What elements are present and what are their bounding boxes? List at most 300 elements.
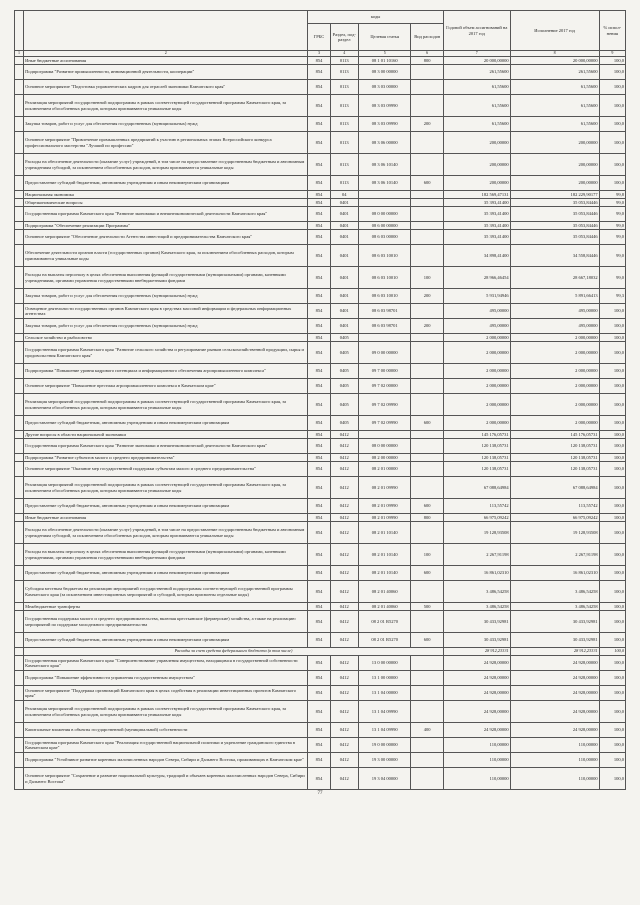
cell-grbs: 854: [308, 416, 330, 431]
cell-name: Подпрограмма "Обеспечение реализации Программы": [24, 222, 308, 230]
cell-grbs: 854: [308, 439, 330, 454]
column-number-cell: 3: [308, 51, 330, 57]
cell-rz: 0113: [330, 117, 358, 132]
cell-cs: 08 3 03 00000: [358, 80, 411, 95]
cell-name: Основное мероприятие "Сохранение и развитие национальной культуры, традиций и обычаев коренных малочисленных народов Севера, Сибири и Дальнего Востока": [24, 768, 308, 790]
cell-plan: 5 931,94946: [443, 289, 510, 304]
cell-pct: 100,0: [599, 334, 625, 342]
cell-cs: 08 3 00 00000: [358, 65, 411, 80]
cell-grbs: 854: [308, 477, 330, 499]
cell-pct: 100,0: [599, 439, 625, 454]
cell-plan: 24 928,00000: [443, 686, 510, 701]
cell-vr: [411, 439, 443, 454]
cell-exec: 110,00000: [510, 768, 599, 790]
cell-pct: 100,0: [599, 394, 625, 416]
cell-exec: 19 128,93508: [510, 522, 599, 544]
cell-num: [15, 603, 24, 611]
cell-exec: 61,55600: [510, 117, 599, 132]
cell-num: [15, 95, 24, 117]
cell-cs: 08 2 01 09990: [358, 477, 411, 499]
cell-cs: 08 3 06 10140: [358, 154, 411, 176]
cell-name: Закупка товаров, работ и услуг для обеспечения государственных (муниципальных) нужд: [24, 117, 308, 132]
cell-vr: [411, 304, 443, 319]
header-plan: Годовой объем ассигнований на 2017 год: [443, 11, 510, 51]
cell-exec: 120 138,05731: [510, 439, 599, 454]
cell-cs: 08 3 03 09990: [358, 117, 411, 132]
cell-pct: 100,0: [599, 753, 625, 768]
cell-exec: 28 912,23331: [510, 648, 599, 656]
cell-name: Реализация мероприятий государственной подпрограммы в рамках соответствующей государственной программы Камчатского края, за исключением обособленных расходов, которым присваиваются уникальные коды: [24, 95, 308, 117]
cell-num: [15, 245, 24, 267]
cell-name: Основное мероприятие "Оказание мер государственной поддержки субъектам малого и среднего предпринимательства": [24, 462, 308, 477]
table-row: [15, 522, 626, 544]
cell-rz: 04: [330, 191, 358, 199]
cell-rz: 0401: [330, 267, 358, 289]
table-row: [15, 207, 626, 222]
cell-num: [15, 289, 24, 304]
cell-num: [15, 544, 24, 566]
table-row: [15, 701, 626, 723]
cell-cs: 08 2 01 09990: [358, 514, 411, 522]
cell-vr: [411, 222, 443, 230]
cell-exec: 24 928,00000: [510, 671, 599, 686]
cell-rz: 0401: [330, 245, 358, 267]
cell-exec: 261,55600: [510, 65, 599, 80]
cell-num: [15, 477, 24, 499]
cell-plan: 2 000,00000: [443, 416, 510, 431]
cell-grbs: 854: [308, 207, 330, 222]
cell-grbs: 854: [308, 80, 330, 95]
column-number-cell: 5: [358, 51, 411, 57]
cell-grbs: 854: [308, 245, 330, 267]
cell-exec: 2 267,91198: [510, 544, 599, 566]
cell-pct: 100,0: [599, 701, 625, 723]
cell-cs: 09 7 02 09990: [358, 394, 411, 416]
cell-name: Основное мероприятие "Повышение престижа агропромышленного комплекса в Камчатском крае": [24, 379, 308, 394]
cell-grbs: 854: [308, 768, 330, 790]
cell-rz: 0412: [330, 686, 358, 701]
cell-name: Предоставление субсидий бюджетным, автономным учреждениям и иным некоммерческим организациям: [24, 176, 308, 191]
cell-name: Основное мероприятие "Поддержка организаций Камчатского края в целях содействия в реализации инвестиционных проектов Камчатского края": [24, 686, 308, 701]
cell-exec: 30 433,92981: [510, 611, 599, 633]
cell-rz: 0412: [330, 477, 358, 499]
cell-grbs: 854: [308, 611, 330, 633]
table-row: [15, 581, 626, 603]
cell-num: [15, 499, 24, 514]
cell-num: [15, 222, 24, 230]
cell-num: [15, 738, 24, 753]
header-razdel: Раздел, под-раздел: [330, 24, 358, 51]
cell-num: [15, 342, 24, 364]
cell-vr: [411, 686, 443, 701]
cell-grbs: 854: [308, 364, 330, 379]
cell-vr: [411, 199, 443, 207]
cell-pct: 100,0: [599, 65, 625, 80]
cell-grbs: 854: [308, 132, 330, 154]
cell-plan: 20 000,00000: [443, 57, 510, 65]
cell-cs: 19 3 00 00000: [358, 753, 411, 768]
column-number-cell: 8: [510, 51, 599, 57]
cell-num: [15, 267, 24, 289]
cell-num: [15, 723, 24, 738]
cell-name: Основное мероприятие "Обеспечение деятельности Агентства инвестиций и предпринимательства Камчатского края": [24, 230, 308, 245]
cell-cs: 13 0 00 00000: [358, 656, 411, 671]
cell-pct: 100,0: [599, 319, 625, 334]
cell-rz: 0113: [330, 65, 358, 80]
cell-plan: 200,00000: [443, 132, 510, 154]
table-row: [15, 95, 626, 117]
table-row: [15, 304, 626, 319]
cell-plan: 110,00000: [443, 768, 510, 790]
cell-name: Реализация мероприятий государственной подпрограммы в рамках соответствующей государственной программы Камчатского края, за исключением обособленных расходов, которым присваиваются уникальные коды: [24, 394, 308, 416]
cell-plan: 28 912,23331: [443, 648, 510, 656]
cell-grbs: 854: [308, 289, 330, 304]
cell-grbs: 854: [308, 603, 330, 611]
table-row: [15, 514, 626, 522]
table-row: [15, 544, 626, 566]
cell-name: Расходы на выплаты персоналу в целях обеспечения выполнения функций государственными (муниципальными) органами, казенными учреждениями, органами управления государственными внебюджетными фондами: [24, 267, 308, 289]
cell-name: Иные бюджетные ассигнования: [24, 514, 308, 522]
table-row: [15, 154, 626, 176]
cell-exec: 24 928,00000: [510, 723, 599, 738]
cell-name: Освещение деятельности государственных органов Камчатского края в средствах массовой информации и федеральных информационных агентствах: [24, 304, 308, 319]
cell-pct: 99,8: [599, 191, 625, 199]
table-row: [15, 80, 626, 95]
cell-rz: 0412: [330, 753, 358, 768]
cell-exec: 110,00000: [510, 738, 599, 753]
table-row: [15, 738, 626, 753]
cell-exec: 35 053,84446: [510, 199, 599, 207]
cell-plan: 2 000,00000: [443, 394, 510, 416]
cell-plan: 145 176,05731: [443, 431, 510, 439]
cell-cs: 09 0 00 00000: [358, 342, 411, 364]
cell-vr: 500: [411, 603, 443, 611]
cell-cs: 08 2 01 40060: [358, 603, 411, 611]
cell-num: [15, 462, 24, 477]
cell-vr: 800: [411, 57, 443, 65]
cell-exec: 35 053,84446: [510, 222, 599, 230]
column-number-cell: 2: [24, 51, 308, 57]
cell-grbs: 854: [308, 581, 330, 603]
table-row: [15, 439, 626, 454]
cell-exec: 113,55742: [510, 499, 599, 514]
cell-plan: 24 928,00000: [443, 656, 510, 671]
cell-name: Национальная экономика: [24, 191, 308, 199]
cell-pct: 100,0: [599, 132, 625, 154]
cell-cs: 09 7 00 00000: [358, 364, 411, 379]
cell-cs: 08 2 01 09990: [358, 499, 411, 514]
cell-rz: 0401: [330, 222, 358, 230]
cell-rz: 0405: [330, 334, 358, 342]
table-row: [15, 603, 626, 611]
cell-name: Предоставление субсидий бюджетным, автономным учреждениям и иным некоммерческим организациям: [24, 499, 308, 514]
cell-num: [15, 566, 24, 581]
table-row: [15, 686, 626, 701]
cell-rz: 0412: [330, 454, 358, 462]
cell-cs: [358, 191, 411, 199]
budget-table: [14, 10, 626, 790]
cell-cs: 08 1 01 10160: [358, 57, 411, 65]
cell-exec: 200,00000: [510, 154, 599, 176]
column-number-cell: 6: [411, 51, 443, 57]
table-row: [15, 57, 626, 65]
cell-exec: 24 928,00000: [510, 701, 599, 723]
table-row: [15, 117, 626, 132]
cell-vr: [411, 738, 443, 753]
cell-num: [15, 154, 24, 176]
cell-exec: 66 975,09242: [510, 514, 599, 522]
cell-plan: 34 898,41400: [443, 245, 510, 267]
cell-cs: 19 3 04 00000: [358, 768, 411, 790]
table-row: [15, 454, 626, 462]
table-body: [15, 57, 626, 790]
cell-cs: 13 1 04 00000: [358, 686, 411, 701]
cell-name: Реализация мероприятий государственной подпрограммы в рамках соответствующей государственной программы Камчатского края, за исключением обособленных расходов, которым присваиваются уникальные коды: [24, 477, 308, 499]
cell-grbs: 854: [308, 117, 330, 132]
table-row: [15, 416, 626, 431]
federal-note-cell: Расходы за счет средств федерального бюджета (в том числе): [24, 648, 444, 656]
cell-exec: 110,00000: [510, 753, 599, 768]
cell-vr: [411, 207, 443, 222]
cell-vr: 600: [411, 176, 443, 191]
cell-name: Расходы на обеспечение деятельности (оказание услуг) учреждений, в том числе на предоставление государственным бюджетным и автономным учреждениям субсидий, за исключением обособленных расходов, которым присваиваются уникальные коды: [24, 522, 308, 544]
cell-plan: 110,00000: [443, 738, 510, 753]
cell-cs: 08 2 01 R5270: [358, 611, 411, 633]
cell-plan: 30 433,92981: [443, 633, 510, 648]
cell-vr: 200: [411, 289, 443, 304]
cell-name: Государственная программа Камчатского края "Реализация государственной национальной политики и укрепление гражданского единства в Камчатском крае": [24, 738, 308, 753]
cell-vr: [411, 132, 443, 154]
cell-cs: 08 2 01 R5270: [358, 633, 411, 648]
cell-plan: 261,55600: [443, 65, 510, 80]
table-row: [15, 342, 626, 364]
cell-exec: 30 433,92981: [510, 633, 599, 648]
cell-vr: [411, 768, 443, 790]
cell-pct: 99,3: [599, 289, 625, 304]
cell-grbs: 854: [308, 222, 330, 230]
cell-cs: 08 6 03 00000: [358, 230, 411, 245]
cell-num: [15, 454, 24, 462]
cell-plan: 28 966,46454: [443, 267, 510, 289]
header-codes: коды: [308, 11, 444, 24]
cell-rz: 0401: [330, 304, 358, 319]
table-row: [15, 289, 626, 304]
cell-pct: 100,0: [599, 633, 625, 648]
cell-rz: 0412: [330, 633, 358, 648]
cell-plan: 110,00000: [443, 753, 510, 768]
cell-plan: 35 393,41400: [443, 199, 510, 207]
cell-num: [15, 656, 24, 671]
cell-vr: 600: [411, 566, 443, 581]
cell-num: [15, 319, 24, 334]
cell-exec: 24 928,00000: [510, 686, 599, 701]
cell-exec: 35 053,84446: [510, 207, 599, 222]
cell-name: Подпрограмма "Повышение эффективности управления государственным имуществом": [24, 671, 308, 686]
header-pct: % испол-нения: [599, 11, 625, 51]
cell-pct: 100,0: [599, 477, 625, 499]
cell-vr: 800: [411, 514, 443, 522]
cell-rz: 0405: [330, 379, 358, 394]
cell-name: Государственная программа Камчатского края "Развитие экономики и внешнеэкономической деятельности Камчатского края": [24, 207, 308, 222]
cell-exec: 35 053,84446: [510, 230, 599, 245]
table-row: [15, 364, 626, 379]
cell-num: [15, 132, 24, 154]
cell-num: [15, 768, 24, 790]
header-exec: Исполнение 2017 год: [510, 11, 599, 51]
cell-rz: 0412: [330, 671, 358, 686]
table-row: [15, 132, 626, 154]
cell-cs: 08 6 03 98701: [358, 319, 411, 334]
cell-rz: 0401: [330, 319, 358, 334]
cell-plan: 3 486,54258: [443, 581, 510, 603]
cell-vr: [411, 701, 443, 723]
cell-exec: 120 138,05731: [510, 454, 599, 462]
cell-cs: 08 6 03 10010: [358, 289, 411, 304]
cell-grbs: 854: [308, 394, 330, 416]
cell-grbs: 854: [308, 431, 330, 439]
cell-name: Подпрограмма "Устойчивое развитие коренных малочисленных народов Севера, Сибири и Дальнего Востока, проживающих в Камчатском крае": [24, 753, 308, 768]
cell-name: Предоставление субсидий бюджетным, автономным учреждениям и иным некоммерческим организациям: [24, 566, 308, 581]
cell-num: [15, 207, 24, 222]
table-row: [15, 633, 626, 648]
cell-cs: 08 2 01 10140: [358, 566, 411, 581]
cell-exec: 28 667,18032: [510, 267, 599, 289]
cell-plan: 35 393,41400: [443, 230, 510, 245]
cell-pct: 100,0: [599, 416, 625, 431]
cell-grbs: 854: [308, 462, 330, 477]
cell-name: Общеэкономические вопросы: [24, 199, 308, 207]
cell-vr: 400: [411, 723, 443, 738]
cell-grbs: 854: [308, 566, 330, 581]
cell-exec: 2 000,00000: [510, 364, 599, 379]
header-vid: Вид расходов: [411, 24, 443, 51]
cell-cs: 13 1 04 09990: [358, 701, 411, 723]
cell-plan: 2 267,91198: [443, 544, 510, 566]
cell-vr: 100: [411, 544, 443, 566]
cell-exec: 2 000,00000: [510, 342, 599, 364]
cell-pct: 100,0: [599, 522, 625, 544]
cell-vr: [411, 522, 443, 544]
cell-cs: 08 3 06 00000: [358, 132, 411, 154]
cell-grbs: 854: [308, 191, 330, 199]
table-row: [15, 319, 626, 334]
cell-exec: 120 138,05731: [510, 462, 599, 477]
cell-name: Предоставление субсидий бюджетным, автономным учреждениям и иным некоммерческим организациям: [24, 633, 308, 648]
cell-exec: 200,00000: [510, 176, 599, 191]
cell-grbs: 854: [308, 656, 330, 671]
cell-cs: 13 1 00 00000: [358, 671, 411, 686]
table-row: [15, 379, 626, 394]
cell-pct: 100,0: [599, 723, 625, 738]
cell-pct: 100,0: [599, 768, 625, 790]
cell-rz: 0412: [330, 611, 358, 633]
cell-vr: [411, 581, 443, 603]
cell-vr: [411, 364, 443, 379]
cell-plan: 67 088,64984: [443, 477, 510, 499]
cell-plan: 19 128,93508: [443, 522, 510, 544]
cell-cs: 13 1 04 09990: [358, 723, 411, 738]
column-number-cell: 4: [330, 51, 358, 57]
cell-grbs: 854: [308, 544, 330, 566]
cell-plan: 120 138,05731: [443, 439, 510, 454]
column-number-cell: 9: [599, 51, 625, 57]
cell-grbs: 854: [308, 65, 330, 80]
cell-exec: 5 891,66413: [510, 289, 599, 304]
cell-cs: [358, 199, 411, 207]
cell-exec: 145 176,05731: [510, 431, 599, 439]
cell-rz: 0405: [330, 342, 358, 364]
cell-rz: 0401: [330, 230, 358, 245]
cell-rz: 0412: [330, 462, 358, 477]
cell-cs: 09 7 02 09990: [358, 416, 411, 431]
cell-grbs: 854: [308, 723, 330, 738]
cell-exec: 24 928,00000: [510, 656, 599, 671]
cell-name: Закупка товаров, работ и услуг для обеспечения государственных (муниципальных) нужд: [24, 289, 308, 304]
cell-plan: 66 975,09242: [443, 514, 510, 522]
cell-exec: 61,55600: [510, 80, 599, 95]
cell-exec: 16 861,02310: [510, 566, 599, 581]
cell-plan: 2 000,00000: [443, 334, 510, 342]
cell-pct: 100,0: [599, 379, 625, 394]
cell-grbs: 854: [308, 454, 330, 462]
cell-name: Закупка товаров, работ и услуг для обеспечения государственных (муниципальных) нужд: [24, 319, 308, 334]
table-row: [15, 462, 626, 477]
cell-cs: 19 0 00 00000: [358, 738, 411, 753]
cell-grbs: 854: [308, 304, 330, 319]
cell-grbs: 854: [308, 57, 330, 65]
cell-pct: 100,0: [599, 342, 625, 364]
cell-num: [15, 304, 24, 319]
cell-rz: 0401: [330, 207, 358, 222]
cell-pct: 100,0: [599, 364, 625, 379]
table-row: [15, 768, 626, 790]
cell-grbs: 854: [308, 514, 330, 522]
cell-name: Субсидия местным бюджетам на реализацию мероприятий государственной подпрограммы соответствующей государственной программы Камчатского края (за исключением инвестиционных мероприятий и субсидий, которым присвоены отдельные коды): [24, 581, 308, 603]
table-row: [15, 656, 626, 671]
cell-exec: 495,00000: [510, 319, 599, 334]
table-row: [15, 267, 626, 289]
cell-cs: 08 0 00 00000: [358, 207, 411, 222]
cell-plan: 495,00000: [443, 304, 510, 319]
cell-name: Предоставление субсидий бюджетным, автономным учреждениям и иным некоммерческим организациям: [24, 416, 308, 431]
cell-cs: [358, 334, 411, 342]
cell-num: [15, 199, 24, 207]
cell-num: [15, 57, 24, 65]
table-row: [15, 499, 626, 514]
cell-rz: 0113: [330, 176, 358, 191]
cell-exec: 20 000,00000: [510, 57, 599, 65]
cell-grbs: 854: [308, 701, 330, 723]
cell-num: [15, 439, 24, 454]
cell-grbs: 854: [308, 154, 330, 176]
cell-pct: 99,0: [599, 230, 625, 245]
cell-pct: 100,0: [599, 117, 625, 132]
cell-num: [15, 431, 24, 439]
cell-name: Капитальные вложения в объекты государственной (муниципальной) собственности: [24, 723, 308, 738]
cell-vr: [411, 753, 443, 768]
cell-rz: 0412: [330, 656, 358, 671]
cell-num: [15, 633, 24, 648]
cell-vr: [411, 342, 443, 364]
header-row-1: [15, 11, 626, 24]
cell-num: [15, 701, 24, 723]
cell-grbs: 854: [308, 95, 330, 117]
cell-plan: 120 138,05731: [443, 462, 510, 477]
cell-rz: 0412: [330, 514, 358, 522]
row-number-cell: [15, 648, 24, 656]
cell-plan: 182 569,47131: [443, 191, 510, 199]
cell-cs: 08 6 03 10010: [358, 267, 411, 289]
